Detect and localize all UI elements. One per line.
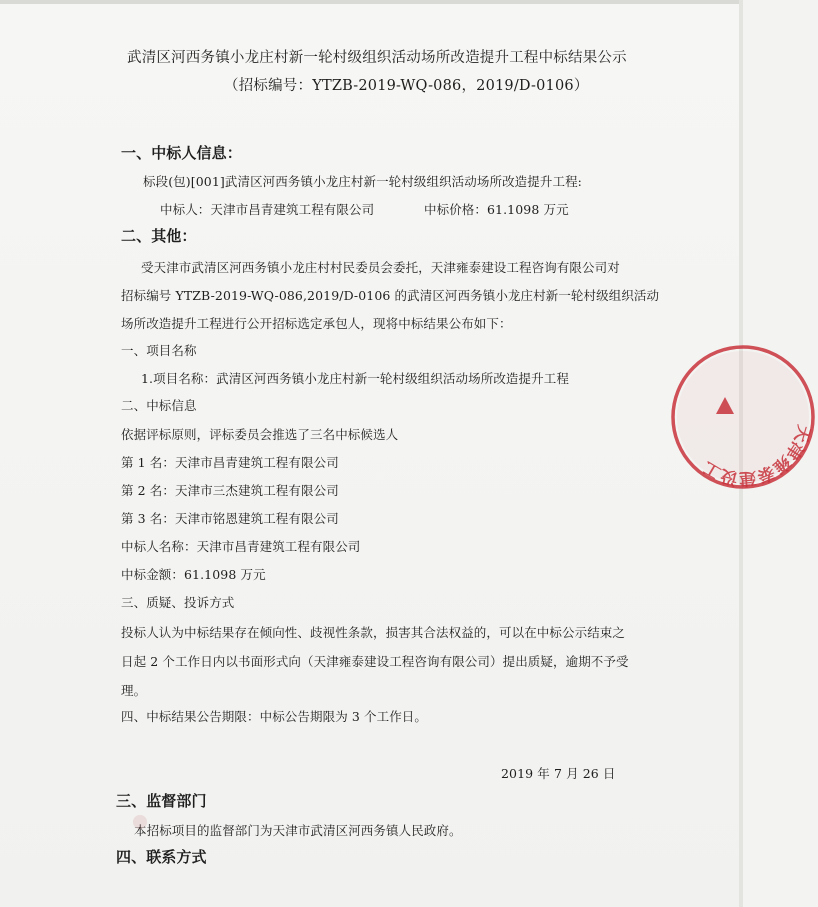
winner-name: 中标人名称：天津市昌青建筑工程有限公司: [121, 539, 361, 554]
item-project-name-heading: 一、项目名称: [121, 343, 197, 358]
section-contact-heading: 四、联系方式: [116, 848, 207, 866]
announcement-period: 四、中标结果公告期限：中标公告期限为 3 个工作日。: [121, 709, 428, 724]
section-winner-info-heading: 一、中标人信息：: [121, 144, 242, 162]
ink-smudge: [133, 815, 147, 829]
candidates-intro: 依据评标原则，评标委员会推选了三名中标候选人: [121, 427, 399, 442]
lot-description: 标段(包)[001]武清区河西务镇小龙庄村新一轮村级组织活动场所改造提升工程:: [143, 174, 582, 189]
document-title: 武清区河西务镇小龙庄村新一轮村级组织活动场所改造提升工程中标结果公示: [127, 50, 627, 66]
paragraph-line: 受天津市武清区河西务镇小龙庄村村民委员会委托，天津雍泰建设工程咨询有限公司对: [141, 260, 620, 275]
company-seal-icon: [668, 342, 818, 492]
candidate-1: 第 1 名：天津市昌青建筑工程有限公司: [121, 455, 339, 470]
scan-edge-top: [0, 0, 743, 4]
candidate-3: 第 3 名：天津市铭恩建筑工程有限公司: [121, 511, 339, 526]
seal-text: 天津雍泰建设工: [699, 422, 814, 489]
supervision-text: 本招标项目的监督部门为天津市武清区河西务镇人民政府。: [134, 823, 462, 838]
tender-number: （招标编号：YTZB-2019-WQ-086，2019/D-0106）: [224, 78, 589, 94]
winner-price: 中标价格：61.1098 万元: [424, 202, 569, 217]
section-supervision-heading: 三、监督部门: [116, 792, 207, 810]
paragraph-line: 招标编号 YTZB-2019-WQ-086,2019/D-0106 的武清区河西务镇小龙庄村新一轮村级组织活动: [121, 288, 660, 303]
item-complaint-heading: 三、质疑、投诉方式: [121, 595, 235, 610]
section-other-heading: 二、其他：: [121, 227, 197, 245]
complaint-line: 理。: [121, 683, 147, 698]
document-date: 2019 年 7 月 26 日: [501, 766, 616, 781]
winner-amount: 中标金额：61.1098 万元: [121, 567, 266, 582]
complaint-line: 投标人认为中标结果存在倾向性、歧视性条款，损害其合法权益的，可以在中标公示结束之: [121, 625, 626, 640]
project-name: 1.项目名称：武清区河西务镇小龙庄村新一轮村级组织活动场所改造提升工程: [141, 371, 569, 386]
candidate-2: 第 2 名：天津市三杰建筑工程有限公司: [121, 483, 339, 498]
complaint-line: 日起 2 个工作日内以书面形式向（天津雍泰建设工程咨询有限公司）提出质疑，逾期不予受: [121, 654, 629, 669]
winner-line: 中标人：天津市昌青建筑工程有限公司: [160, 202, 375, 217]
item-bid-info-heading: 二、中标信息: [121, 398, 197, 413]
paragraph-line: 场所改造提升工程进行公开招标选定承包人，现将中标结果公布如下：: [121, 316, 512, 331]
